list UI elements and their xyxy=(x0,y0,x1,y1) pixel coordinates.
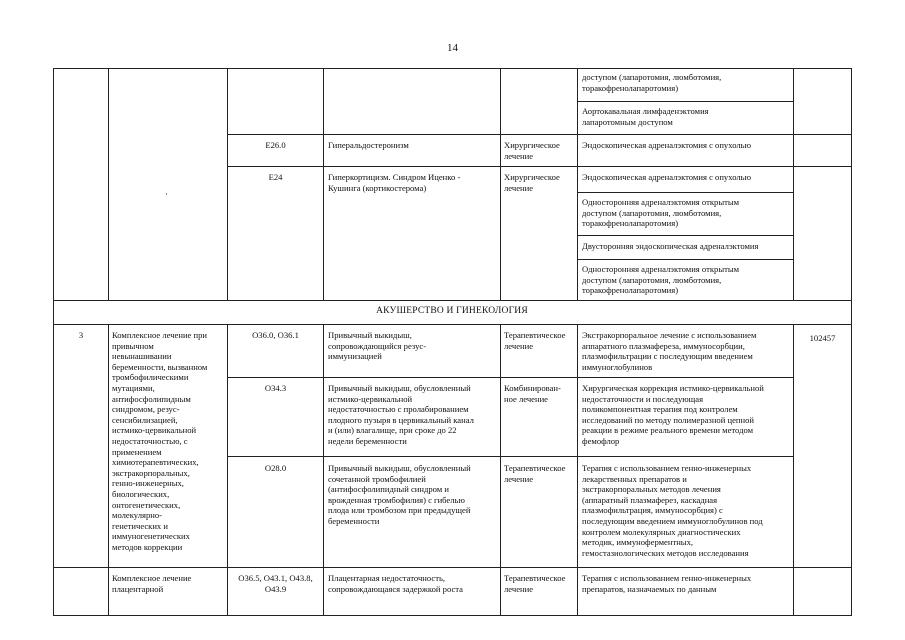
col-divider xyxy=(793,68,794,300)
method-cell: Аортокавальная лимфаденэктомия лапаротомным доступом xyxy=(582,106,709,127)
method-cell: Двусторонняя эндоскопическая адреналэктомия xyxy=(582,241,759,251)
col-divider xyxy=(577,68,578,300)
row-divider xyxy=(577,192,793,193)
col-divider xyxy=(323,324,324,616)
treatment-type-cell: Терапевтическое лечение xyxy=(504,463,566,484)
col-divider xyxy=(108,324,109,616)
row-divider xyxy=(577,101,793,102)
table-border-left xyxy=(53,68,54,616)
group-number: 3 xyxy=(78,330,84,340)
stray-dot: · xyxy=(165,189,168,199)
row-divider xyxy=(577,235,793,236)
col-divider xyxy=(227,68,228,300)
patient-model-cell: Привычный выкидыш, обусловленный истмико-цервикальной недостаточностью с пролабированием плодного пузыря в цервикальный канал и (или) влагалище, при сроке до 22 недели беременности xyxy=(328,383,474,446)
group-name: Комплексное лечение плацентарной xyxy=(112,573,192,594)
method-cell: Эндоскопическая адреналэктомия с опухолью xyxy=(582,140,752,150)
row-divider xyxy=(53,300,851,301)
patient-model-cell: Привычный выкидыш, обусловленный сочетанной тромбофилией (антифосфолипидный синдром и врожденная тромбофилия) с гибелью плода или тромбозом при предыдущей беременности xyxy=(328,463,471,526)
icd-code-cell: E24 xyxy=(268,172,283,182)
cost-cell: 102457 xyxy=(809,333,836,343)
table-border-right xyxy=(851,68,852,616)
row-divider xyxy=(227,377,793,378)
col-divider xyxy=(500,324,501,616)
patient-model-cell: Гиперкортицизм. Синдром Иценко - Кушинга (кортикостерома) xyxy=(328,172,461,193)
icd-code-cell: O36.0, O36.1 xyxy=(252,330,299,340)
patient-model-cell: Плацентарная недостаточность, сопровождающаяся задержкой роста xyxy=(328,573,463,594)
method-cell: Односторонняя адреналэктомия открытым доступом (лапаротомия, люмботомия, торакофренолапаротомия) xyxy=(582,197,740,229)
treatment-type-cell: Терапевтическое лечение xyxy=(504,573,566,594)
method-cell: Терапия с использованием генно-инженерных препаратов, назначаемых по данным xyxy=(582,573,752,594)
patient-model-cell: Привычный выкидыш, сопровождающийся резус- иммунизацией xyxy=(328,330,427,362)
table-border-top xyxy=(53,68,851,69)
icd-code-cell: O34.3 xyxy=(264,383,287,393)
method-cell: Экстракорпоральное лечение с использованием аппаратного плазмафереза, иммуносорбции, плазмофильтрации с последующим введением иммуноглобулинов xyxy=(582,330,757,372)
icd-code-cell: O28.0 xyxy=(264,463,287,473)
treatment-type-cell: Хирургическое лечение xyxy=(504,140,560,161)
method-cell: Терапия с использованием генно-инженерных лекарственных препаратов и экстракорпоральных методов лечения (аппаратный плазмаферез, каскадная плазмофильтрация, иммуносорбция) с последующим введением иммуноглобулинов под контролем молекулярных диагностических методик, иммуноферментных, гемостазиологических методов исследования xyxy=(582,463,763,558)
section-title: АКУШЕРСТВО И ГИНЕКОЛОГИЯ xyxy=(376,306,528,316)
treatment-type-cell: Хирургическое лечение xyxy=(504,172,560,193)
row-divider xyxy=(53,567,851,568)
page-number: 14 xyxy=(447,42,458,54)
method-cell: Хирургическая коррекция истмико-цервикальной недостаточности и последующая поликомпонентная терапия под контролем исследований по методу полимеразной цепной реакции в режиме реального времени методом фемофлор xyxy=(582,383,764,446)
treatment-type-cell: Комбинирован- ное лечение xyxy=(504,383,561,404)
row-divider xyxy=(227,456,793,457)
col-divider xyxy=(793,324,794,616)
row-divider xyxy=(53,324,851,325)
method-cell: доступом (лапаротомия, люмботомия, торакофренолапаротомия) xyxy=(582,72,722,93)
col-divider xyxy=(108,68,109,300)
group-name: Комплексное лечение при привычном невынашивании беременности, вызванном тромбофилическими мутациями, антифосфолипидным синдромом, резус- сенсибилизацией, истмико-цервикальной недостаточностью, с применением химиотерапевтических, экстракорпоральных, генно-инженерных, биологических, онтогенетических, молекулярно- генетических и иммуногенетических методов коррекции xyxy=(112,330,208,552)
col-divider xyxy=(323,68,324,300)
row-divider xyxy=(577,259,793,260)
row-divider xyxy=(227,134,851,135)
treatment-type-cell: Терапевтическое лечение xyxy=(504,330,566,351)
method-cell: Эндоскопическая адреналэктомия с опухолью xyxy=(582,172,752,182)
row-divider xyxy=(227,166,851,167)
table-border-bottom xyxy=(53,615,851,616)
col-divider xyxy=(500,68,501,300)
patient-model-cell: Гиперальдостеронизм xyxy=(328,140,409,150)
method-cell: Односторонняя адреналэктомия открытым доступом (лапаротомия, люмботомия, торакофренолапаротомия) xyxy=(582,264,740,296)
icd-code-cell: O36.5, O43.1, O43.8, O43.9 xyxy=(238,573,313,594)
col-divider xyxy=(577,324,578,616)
icd-code-cell: E26.0 xyxy=(265,140,286,150)
